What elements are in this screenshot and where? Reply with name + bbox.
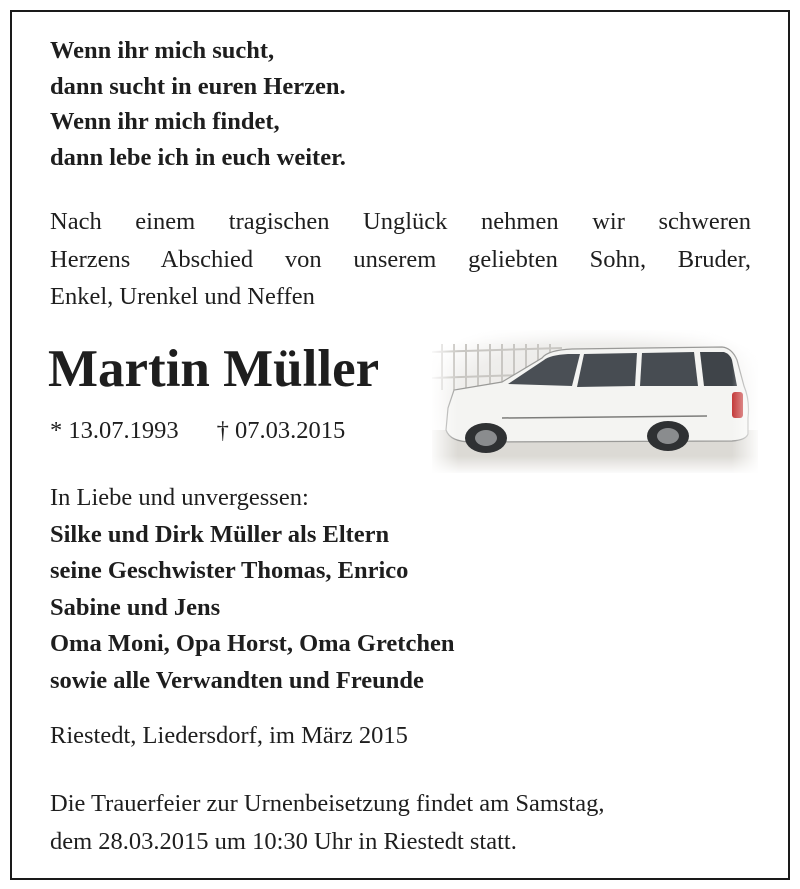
family-heading: In Liebe und unvergessen:: [50, 484, 309, 511]
family-line: seine Geschwister Thomas, Enrico: [50, 557, 409, 584]
service-line: Die Trauerfeier zur Urnenbeisetzung findet am Samstag,: [50, 790, 605, 817]
poem-line: dann lebe ich in euch weiter.: [50, 143, 346, 171]
life-dates: [50, 413, 345, 449]
family-line: Silke und Dirk Müller als Eltern: [50, 520, 390, 548]
poem-line: Wenn ihr mich findet,: [50, 108, 280, 135]
car-photo: [432, 330, 758, 473]
funeral-service-notice: [50, 785, 604, 860]
family-line: Sabine und Jens: [50, 593, 221, 621]
poem: [50, 33, 346, 175]
death-date: † 07.03.2015: [216, 417, 346, 444]
deceased-name: Martin Müller: [48, 340, 380, 398]
intro-paragraph: [50, 203, 751, 316]
family-line: Oma Moni, Opa Horst, Oma Gretchen: [50, 630, 455, 657]
family-list: [50, 480, 454, 699]
birth-date: * 13.07.1993: [50, 417, 179, 444]
intro-line: Enkel, Urenkel und Neffen: [50, 283, 315, 310]
poem-line: dann sucht in euren Herzen.: [50, 72, 346, 100]
service-line: dem 28.03.2015 um 10:30 Uhr in Riestedt statt.: [50, 827, 517, 855]
intro-line: Herzens Abschied von unserem geliebten Sohn, Bruder,: [50, 245, 751, 273]
poem-line: Wenn ihr mich sucht,: [50, 37, 275, 64]
family-line: sowie alle Verwandten und Freunde: [50, 666, 424, 694]
place-and-date: Riestedt, Liedersdorf, im März 2015: [50, 722, 408, 749]
intro-line: Nach einem tragischen Unglück nehmen wir schweren: [50, 208, 751, 235]
